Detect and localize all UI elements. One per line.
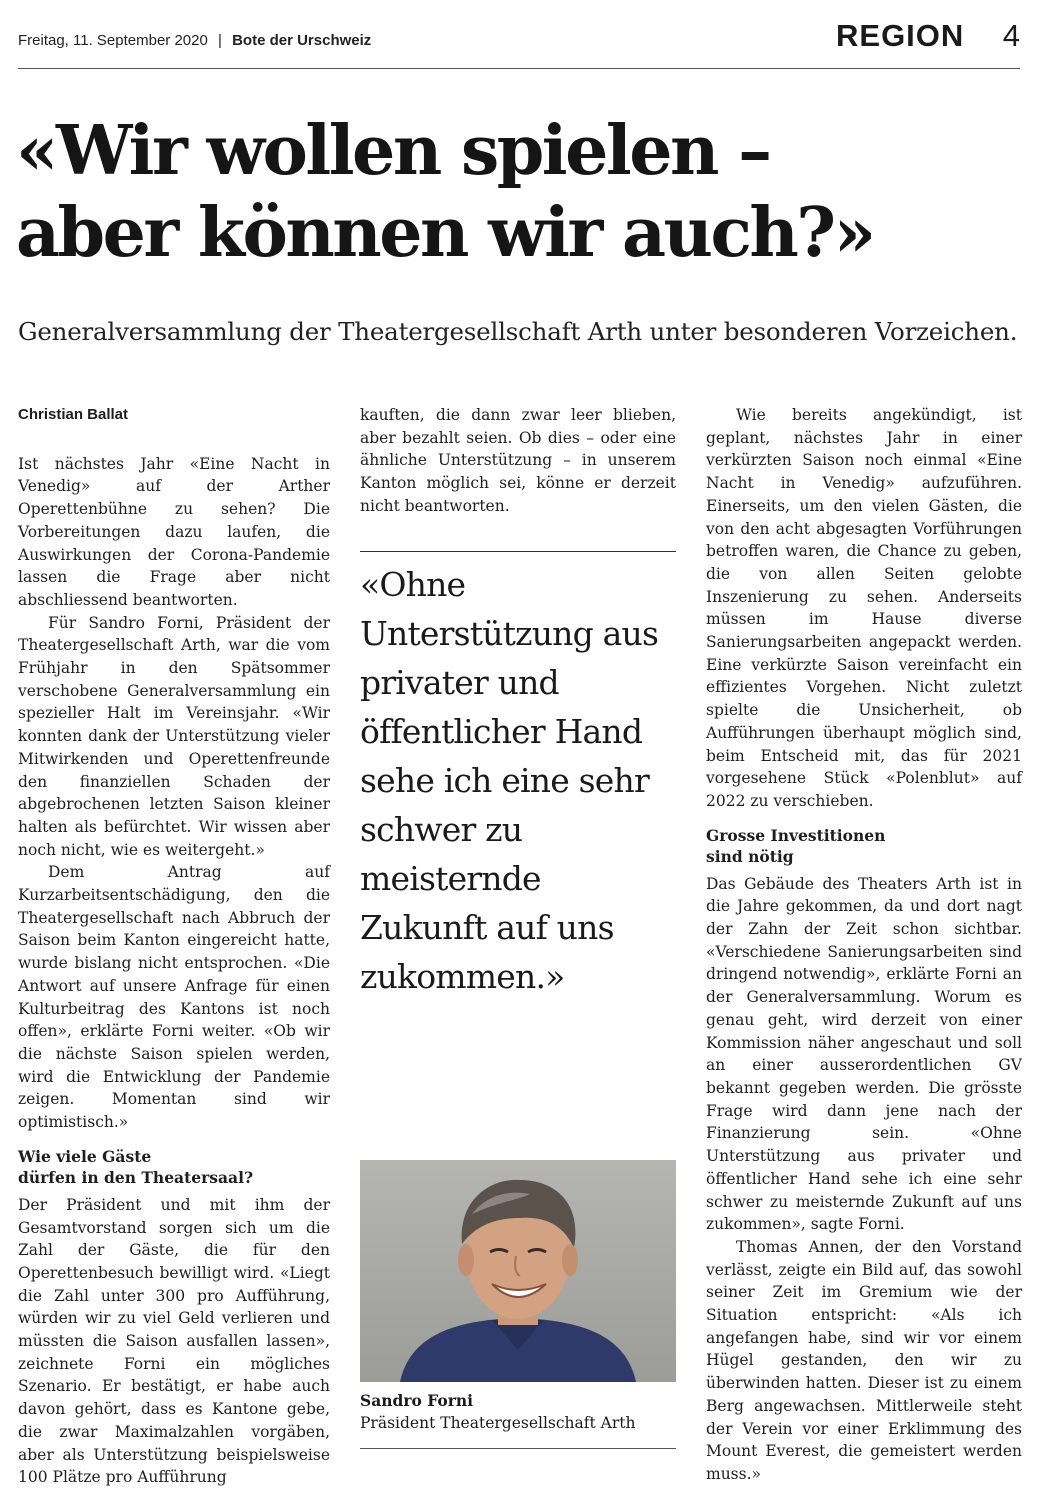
pull-quote [360,551,676,1001]
publication-name: Bote der Urschweiz [232,32,372,49]
subheading-line-2: dürfen in den Theatersaal? [18,1167,254,1187]
portrait-illustration [360,1160,676,1382]
article-column-1 [18,404,330,1489]
paragraph: Der Präsident und mit ihm der Gesamtvorstand sorgen sich um die Zahl der Gäste, die für den Operettenbesuch bewilligt wird. «Liegt die Zahl unter 300 pro Aufführung, würden wir zu viel Geld verlieren und müssten die Saison ausfallen lassen», zeichnete Forni ein mögliches Szenario. Er bestätigt, er habe auch davon gehört, dass es Kantone gebe, die zwar Maximalzahlen vorgäben, aber als Unterstützung beispielsweise 100 Plätze pro Aufführung [18,1195,330,1487]
pull-quote-text: «Ohne Unterstützung aus privater und öffentlicher Hand sehe ich eine sehr schwer zu meisternde Zukunft auf uns zukommen.» [360,565,659,996]
paragraph: Für Sandro Forni, Präsident der Theatergesellschaft Arth, war die vom Frühjahr in den Spätsommer verschobene Generalversammlung ein spezieller Halt im Vereinsjahr. «Wir konnten dank der Unterstützung vieler Mitwirkenden und Operettenfreunde den finanziellen Schaden der abgebrochenen letzten Saison kleiner halten als befürchtet. Wir wissen aber noch nicht, wie es weitergeht.» [18,613,330,859]
subheadline: Generalversammlung der Theatergesellschaft Arth unter besonderen Vorzeichen. [18,317,1018,346]
paragraph: Ist nächstes Jahr «Eine Nacht in Venedig» auf der Arther Operettenbühne zu sehen? Die Vorbereitungen dazu laufen, die Auswirkungen der Corona-Pandemie lassen die Frage aber nicht abschliessend beantworten. [18,454,330,609]
section-subheading [706,825,1022,867]
paragraph: Dem Antrag auf Kurzarbeitsentschädigung, den die Theatergesellschaft nach Abbruch der Saison beim Kanton eingereicht hatte, wurde bislang nicht entsprochen. «Die Antwort auf unsere Anfrage für einen Kulturbeitrag des Kantons ist noch offen», erklärte Forni weiter. «Ob wir die nächste Saison spielen werden, wird die Entwicklung der Pandemie zeigen. Momentan sind wir optimistisch.» [18,863,330,1132]
subheading-line-1: Wie viele Gäste [18,1146,152,1166]
portrait-photo [360,1160,676,1382]
caption-divider [360,1448,676,1449]
subheading-line-1: Grosse Investitionen [706,825,886,845]
headline-line-1: «Wir wollen spielen – [16,111,770,191]
paragraph: Das Gebäude des Theaters Arth ist in die Jahre gekommen, da und dort nagt der Zahn der Zeit schon sichtbar. «Verschiedene Sanierungsarbeiten sind dringend notwendig», erklärte Forni an der Generalversammlung. Worum es genau geht, wird derzeit von einer Kommission näher angeschaut und soll an einer ausserordentlichen GV bekannt gegeben werden. Die grösste Frage wird dann jene nach der Finanzierung sein. «Ohne Unterstützung aus privater und öffentlicher Hand sehe ich eine sehr schwer zu meisternde Zukunft auf uns zukommen», sagte Forni. [706,874,1022,1234]
headline [16,110,1026,274]
caption-role: Präsident Theatergesellschaft Arth [360,1414,636,1432]
section-subheading [18,1146,330,1188]
headline-line-2: aber können wir auch?» [16,193,874,273]
masthead-right [836,18,1020,54]
photo-caption [360,1390,676,1434]
page-number: 4 [1002,18,1020,53]
paragraph: kauften, die dann zwar leer blieben, aber bezahlt seien. Ob dies – oder eine ähnliche Unterstützung – in unserem Kanton möglich sei, könne er derzeit nicht beantworten. [360,406,676,515]
caption-name: Sandro Forni [360,1391,474,1410]
article-column-2 [360,404,676,518]
section-label: REGION [836,18,965,53]
issue-date: Freitag, 11. September 2020 [18,32,208,49]
author-byline: Christian Ballat [18,406,129,423]
subheading-line-2: sind nötig [706,846,794,866]
masthead-separator: | [218,32,222,49]
article-column-3 [706,404,1022,1486]
paragraph: Wie bereits angekündigt, ist geplant, nächstes Jahr in einer verkürzten Saison noch einmal «Eine Nacht in Venedig» aufzuführen. Einerseits, um den vielen Gästen, die von den acht abgesagten Vorführungen betroffen waren, die Chance zu geben, die von allen Seiten gelobte Inszenierung zu sehen. Anderseits müssen im Hause diverse Sanierungsarbeiten angepackt werden. Eine verkürzte Saison vereinfacht ein effizientes Vorgehen. Nicht zuletzt spielte die Unsicherheit, ob Aufführungen überhaupt möglich sind, beim Entscheid mit, das für 2021 vorgesehene Stück «Polenblut» auf 2022 zu verschieben. [706,406,1022,810]
paragraph: Thomas Annen, der den Vorstand verlässt, zeigte ein Bild auf, das sowohl seiner Zeit im Gremium wie der Situation entspricht: «Als ich angefangen habe, sind wir vor einem Hügel gestanden, den wir zu überwinden hatten. Dieser ist zu einem Berg angewachsen. Mittlerweile steht der Verein vor einer Erklimmung des Mount Everest, die gemeistert werden muss.» [706,1237,1022,1483]
masthead-left [18,32,371,49]
masthead [18,14,1020,69]
